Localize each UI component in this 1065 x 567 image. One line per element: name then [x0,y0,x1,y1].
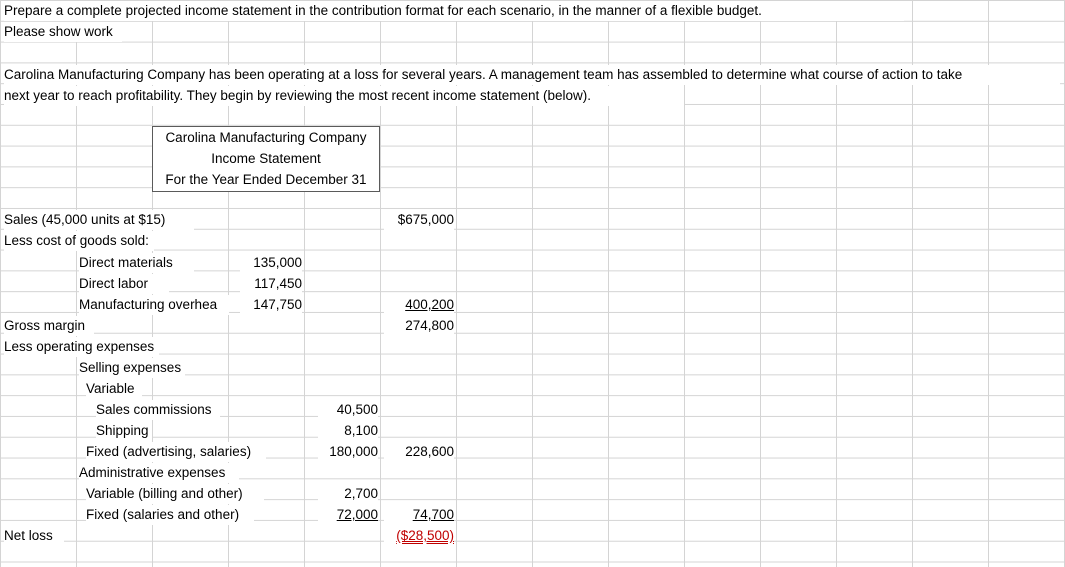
cogs-label: Less cost of goods sold: [4,231,154,251]
cogs-total [384,295,454,315]
direct-labor-label: Direct labor [79,274,169,294]
admin-variable-label: Variable (billing and other) [86,484,264,504]
net-loss-value [384,526,454,546]
gross-margin-label: Gross margin [4,316,94,336]
statement-period: For the Year Ended December 31 [165,172,367,187]
statement-title: Income Statement [211,151,321,166]
gross-margin-value: 274,800 [384,316,454,336]
direct-materials-label: Direct materials [79,253,194,273]
admin-total [384,505,454,525]
net-loss-label: Net loss [4,526,64,546]
sales-value: $675,000 [384,210,454,230]
sales-label: Sales (45,000 units at $15) [4,210,194,230]
sales-commissions-label: Sales commissions [96,400,220,420]
admin-fixed-value-text: 72,000 [336,507,378,522]
sales-commissions-value: 40,500 [318,400,378,420]
manufacturing-overhead-value: 147,750 [240,295,302,315]
shipping-value: 8,100 [318,421,378,441]
admin-fixed-label: Fixed (salaries and other) [86,505,254,525]
selling-total: 228,600 [384,442,454,462]
administrative-expenses-label: Administrative expenses [79,463,239,483]
variable-label: Variable [86,379,142,399]
admin-fixed-value [318,505,378,525]
intro-line-1: Carolina Manufacturing Company has been operating at a loss for several years. A management team has assembled to determine what course of action to take [4,65,1060,85]
cogs-total-text: 400,200 [405,297,454,312]
net-loss-value-text: ($28,500) [396,528,454,543]
fixed-selling-value: 180,000 [318,442,378,462]
operating-expenses-label: Less operating expenses [4,337,159,357]
company-name: Carolina Manufacturing Company [165,130,367,145]
direct-materials-value: 135,000 [240,253,302,273]
instruction-line-2: Please show work [4,22,122,42]
admin-total-text: 74,700 [412,507,454,522]
manufacturing-overhead-label: Manufacturing overhea [79,295,229,315]
shipping-label: Shipping [96,421,152,441]
admin-variable-value: 2,700 [318,484,378,504]
selling-expenses-label: Selling expenses [79,358,185,378]
instruction-line-1: Prepare a complete projected income statement in the contribution format for each scenario, in the manner of a flexible budget. [4,1,904,21]
statement-heading [152,126,380,192]
direct-labor-value: 117,450 [240,274,302,294]
intro-line-2: next year to reach profitability. They begin by reviewing the most recent income statement (below). [4,86,684,106]
fixed-selling-label: Fixed (advertising, salaries) [86,442,266,462]
